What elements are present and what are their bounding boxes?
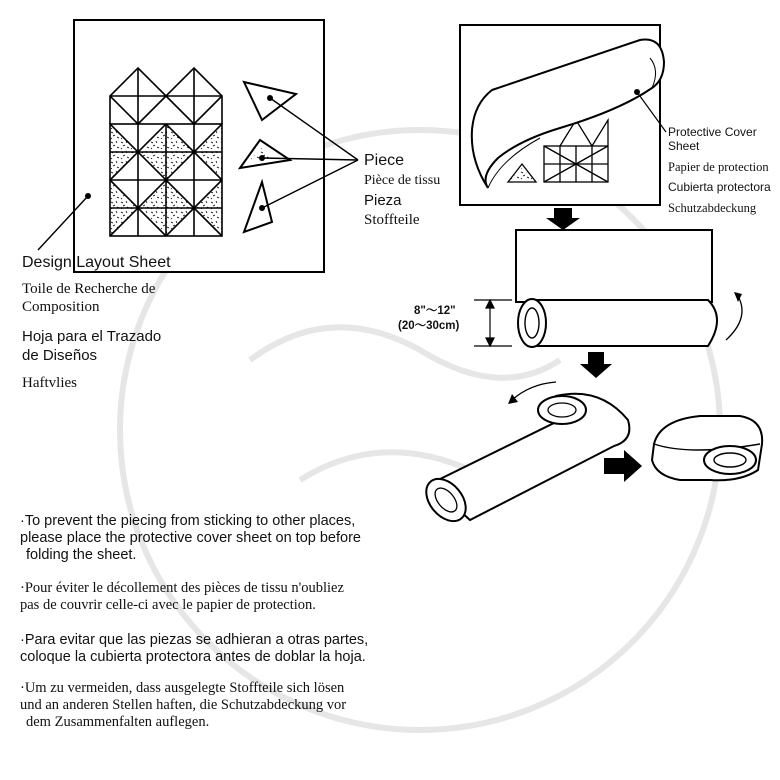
measurement-inches: 8"～12": [414, 305, 456, 317]
cover-label-es: Cubierta protectora: [668, 180, 771, 194]
instruction-line: ·Para evitar que las piezas se adhieran a otras partes,: [20, 632, 369, 648]
curved-arrowhead-icon: [508, 394, 518, 404]
instruction-line: ·Pour éviter le décollement des pièces de tissu n'oubliez: [20, 580, 344, 596]
measurement-cm: (20～30cm): [398, 320, 460, 332]
design-layout-sheet: [38, 20, 358, 272]
instruction-line: please place the protective cover sheet on top before: [20, 530, 361, 546]
down-arrow-icon: [546, 208, 580, 230]
cover-label-de: Schutzabdeckung: [668, 201, 757, 215]
instruction-line: dem Zusammenfalten auflegen.: [26, 714, 210, 730]
cover-label-fr: Papier de protection: [668, 160, 769, 174]
rotate-arrowhead-icon: [734, 292, 742, 302]
cover-label-en-1: Protective Cover: [668, 125, 757, 139]
rotate-arrow-icon: [726, 296, 742, 340]
piece-label-en: Piece: [364, 152, 405, 169]
design-sheet-label-es-1: Hoja para el Trazado: [22, 328, 162, 345]
instruction-fr: [20, 580, 344, 614]
instruction-de: [20, 680, 346, 731]
down-arrow-icon: [580, 352, 612, 378]
instruction-line: folding the sheet.: [26, 547, 137, 563]
instruction-line: ·To prevent the piecing from sticking to other places,: [20, 513, 356, 529]
instruction-en: [20, 513, 361, 564]
covered-sheet: [460, 25, 664, 205]
design-sheet-label-es-2: de Diseños: [22, 347, 98, 364]
cover-label-en-2: Sheet: [668, 139, 700, 153]
instruction-line: pas de couvrir celle-ci avec le papier de protection.: [20, 597, 316, 613]
rolling-sheet: [516, 230, 717, 347]
instruction-line: coloque la cubierta protectora antes de doblar la hoja.: [20, 649, 366, 665]
instruction-line: ·Um zu vermeiden, dass ausgelegte Stoffteile sich lösen: [20, 680, 345, 696]
piece-label-fr: Pièce de tissu: [364, 173, 441, 188]
design-sheet-label-fr-1: Toile de Recherche de: [22, 281, 156, 297]
measurement-bracket: [474, 300, 512, 346]
instruction-line: und an anderen Stellen haften, die Schutzabdeckung vor: [20, 697, 347, 713]
piece-label-de: Stoffteile: [364, 212, 420, 228]
design-sheet-label-de: Haftvlies: [22, 375, 77, 391]
piece-label-es: Pieza: [364, 192, 402, 209]
right-arrow-icon: [604, 450, 642, 482]
instruction-es: [20, 632, 368, 666]
design-sheet-label-fr-2: Composition: [22, 299, 100, 315]
design-sheet-label-en: Design Layout Sheet: [22, 254, 171, 271]
folded-bundle: [652, 416, 762, 480]
